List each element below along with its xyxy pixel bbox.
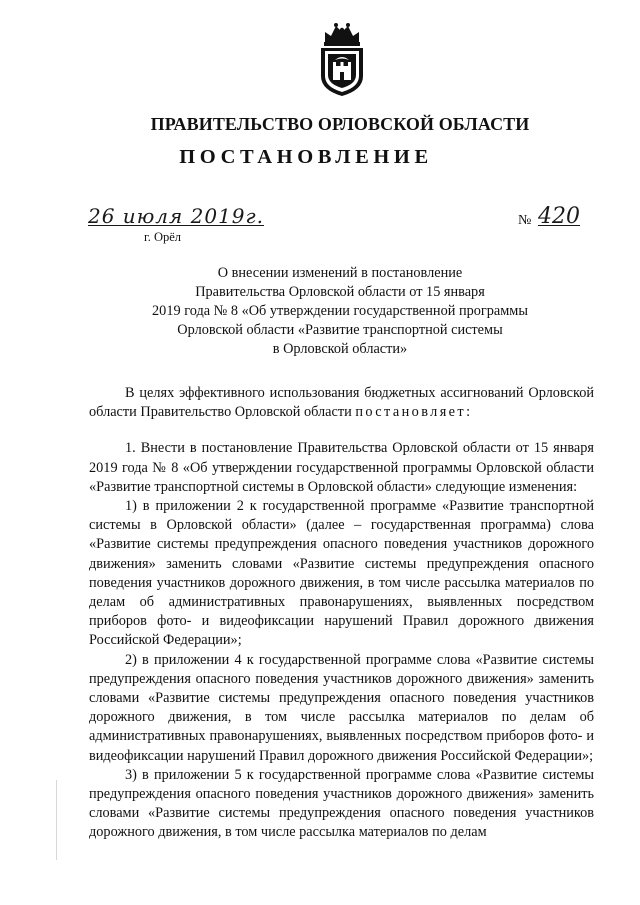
coat-of-arms-icon [315,20,369,98]
scan-margin-mark [56,780,57,860]
subitem-3-paragraph: 3) в приложении 5 к государственной программе слова «Развитие системы предупреждения опасного поведения участников дорожного движения» заменить словами «Развитие системы предупреждения опасного поведения участников дорожного движения, в том числе рассылка материалов по делам [89,766,594,841]
preamble-keyword: постановляет: [355,404,473,421]
handwritten-date: 26 июля 2019г. [88,204,264,228]
subject-line: Правительства Орловской области от 15 января [195,284,485,300]
subitem-2-paragraph: 2) в приложении 4 к государственной программе слова «Развитие системы предупреждения опасного поведения участников дорожного движения» заменить словами «Развитие системы предупреждения опасного поведения участников дорожного движения, в том числе рассылка материалов по делам об административных правонарушениях, выявленных посредством приборов фото- и видеофиксации нарушений Правил дорожного движения Российской Федерации»; [89,651,594,764]
subitem-1-paragraph: 1) в приложении 2 к государственной программе «Развитие транспортной системы в Орловской области» (далее – государственная программа) слова «Развитие системы предупреждения опасного поведения участников дорожного движения» заменить словами «Развитие системы предупреждения опасного поведения участников дорожного движения, в том числе рассылка материалов по делам об административных правонарушениях, выявленных посредством приборов фото- и видеофиксации нарушений Правил дорожного движения Российской Федерации»; [89,498,594,649]
handwritten-number: 420 [538,204,580,229]
government-title: ПРАВИТЕЛЬСТВО ОРЛОВСКОЙ ОБЛАСТИ [150,114,530,134]
preamble-paragraph [89,384,594,422]
subject-line: 2019 года № 8 «Об утверждении государственной программы [152,303,528,319]
subject-line: О внесении изменений в постановление [217,265,463,281]
subject-line: Орловской области «Развитие транспортной системы [177,322,503,338]
document-type-heading: ПОСТАНОВЛЕНИЕ [179,146,433,168]
number-label: № [518,213,532,228]
subject-line: в Орловской области» [272,341,408,357]
item-1-paragraph: 1. Внести в постановление Правительства Орловской области от 15 января 2019 года № 8 «Об утверждении государственной программы Орловской области «Развитие транспортной системы в Орловской области» следующие изменения: [89,440,594,495]
document-body [89,384,594,843]
preamble-text: В целях эффективного использования бюджетных ассигнований Орловской области Правительство Орловской области [89,385,594,421]
city-label: г. Орёл [144,230,182,244]
document-subject [0,264,640,359]
